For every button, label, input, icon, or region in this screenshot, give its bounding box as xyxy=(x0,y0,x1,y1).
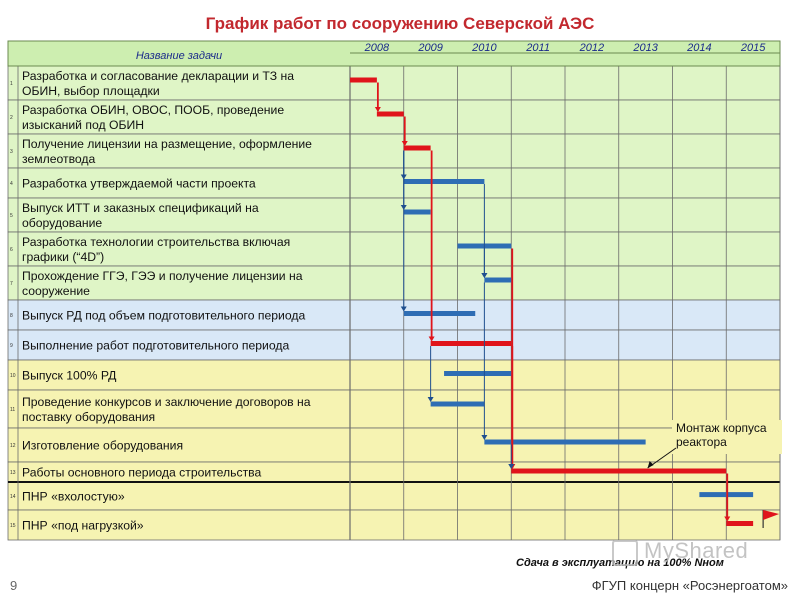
task-bar xyxy=(699,492,753,497)
task-name: поставку оборудования xyxy=(22,410,156,424)
watermark: MyShared xyxy=(644,538,749,563)
page-title: График работ по сооружению Северской АЭС xyxy=(205,14,595,33)
task-name: землеотвода xyxy=(22,152,96,166)
task-name: Выпуск ИТТ и заказных спецификаций на xyxy=(22,201,259,215)
task-number: 13 xyxy=(10,470,16,476)
task-bar xyxy=(511,469,726,474)
task-number: 14 xyxy=(10,494,16,500)
task-name: Проведение конкурсов и заключение договоров на xyxy=(22,395,311,409)
task-bar xyxy=(431,402,485,407)
page-number: 9 xyxy=(10,578,18,593)
task-number: 5 xyxy=(10,213,13,219)
task-name: Изготовление оборудования xyxy=(22,438,184,453)
task-number: 3 xyxy=(10,149,13,155)
task-name: ОБИН, выбор площадки xyxy=(22,84,160,98)
task-name: Выпуск РД под объем подготовительного периода xyxy=(22,308,306,323)
task-number: 8 xyxy=(10,313,13,319)
year-label: 2008 xyxy=(364,42,390,54)
task-bar xyxy=(431,341,512,346)
year-label: 2010 xyxy=(472,42,497,54)
task-number: 11 xyxy=(10,407,16,413)
task-name: Разработка технологии строительства включая xyxy=(22,235,291,249)
task-number: 4 xyxy=(10,181,13,187)
task-name: сооружение xyxy=(22,284,90,298)
watermark-icon xyxy=(612,540,638,566)
year-label: 2015 xyxy=(740,42,766,54)
task-bar xyxy=(404,179,485,184)
task-bar xyxy=(350,78,377,83)
task-name: Выполнение работ подготовительного периода xyxy=(22,338,290,353)
task-bar xyxy=(726,521,753,526)
task-name: изысканий под ОБИН xyxy=(22,118,145,132)
task-name: Выпуск 100% РД xyxy=(22,368,117,383)
task-name: ПНР «под нагрузкой» xyxy=(22,518,144,533)
task-number: 2 xyxy=(10,115,13,121)
task-number: 7 xyxy=(10,281,13,287)
task-name: графики (“4D”) xyxy=(22,250,105,264)
year-label: 2012 xyxy=(579,42,605,54)
task-number: 15 xyxy=(10,523,16,529)
annotation-text: Монтаж корпуса xyxy=(676,421,767,435)
task-name: Разработка утверждаемой части проекта xyxy=(22,176,256,191)
task-row xyxy=(8,360,780,390)
commissioning-note: Сдача в эксплуатацию на 100% Nном xyxy=(516,557,724,569)
footer-organization: ФГУП концерн «Росэнергоатом» xyxy=(591,578,788,593)
task-bar xyxy=(377,112,404,117)
year-label: 2009 xyxy=(418,42,443,54)
year-label: 2011 xyxy=(526,42,550,54)
task-bar xyxy=(444,371,511,376)
task-bar xyxy=(404,210,431,215)
task-number: 1 xyxy=(10,81,13,87)
task-name: Разработка ОБИН, ОВОС, ПООБ, проведение xyxy=(22,103,285,117)
task-name: Получение лицензии на размещение, оформление xyxy=(22,137,312,151)
task-number: 9 xyxy=(10,343,13,349)
annotation-text: реактора xyxy=(676,435,727,449)
task-name: Разработка и согласование декларации и ТЗ на xyxy=(22,69,294,83)
task-number: 6 xyxy=(10,247,13,253)
task-name: Прохождение ГГЭ, ГЭЭ и получение лицензии на xyxy=(22,269,303,283)
year-label: 2013 xyxy=(633,42,658,54)
task-name: ПНР «вхолостую» xyxy=(22,489,125,504)
chart-header xyxy=(8,41,780,66)
task-number: 10 xyxy=(10,373,16,379)
year-label: 2014 xyxy=(687,42,712,54)
task-bar xyxy=(404,311,475,316)
task-number: 12 xyxy=(10,443,16,449)
task-bar xyxy=(484,440,645,445)
task-name: оборудование xyxy=(22,216,103,230)
task-bar xyxy=(404,146,431,151)
task-bar xyxy=(484,278,511,283)
header-task-name: Название задачи xyxy=(135,50,223,62)
task-name: Работы основного периода строительства xyxy=(22,465,262,480)
